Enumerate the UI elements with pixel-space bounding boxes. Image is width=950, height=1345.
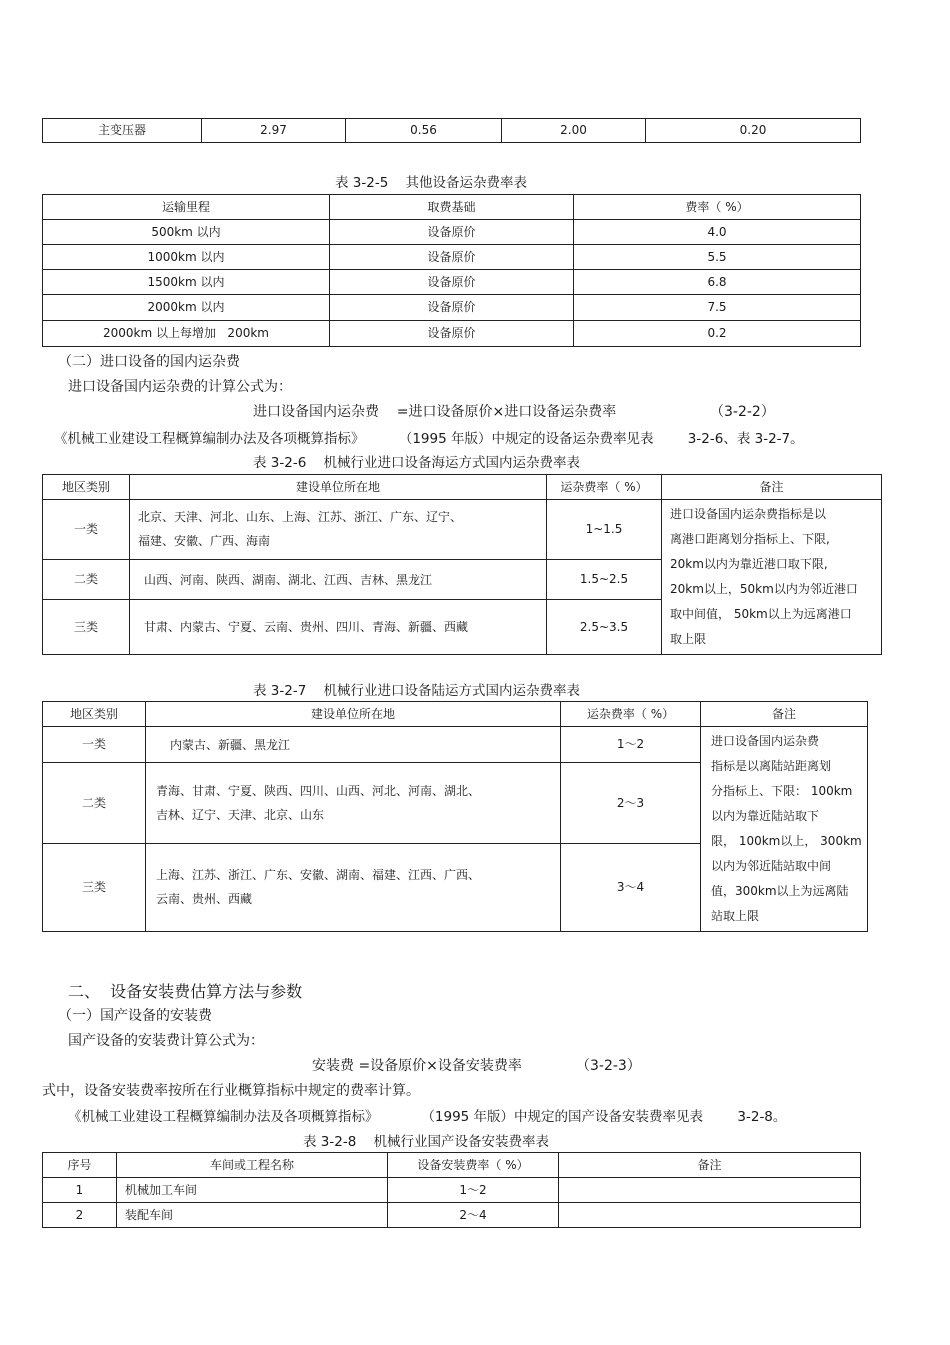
table-caption-3-2-6: 表 3-2-6 机械行业进口设备海运方式国内运杂费率表 [253, 455, 580, 471]
table-cell: 二类 [43, 559, 130, 599]
table-row [43, 220, 861, 245]
table-cell [559, 1203, 861, 1228]
table-cell: 1~1.5 [547, 500, 662, 560]
paragraph: 《机械工业建设工程概算编制办法及各项概算指标》 （1995 年版）中规定的国产设备安装费率见表 3-2-8。 [68, 1109, 787, 1125]
paragraph: 《机械工业建设工程概算编制办法及各项概算指标》 （1995 年版）中规定的设备运杂费率见表 3-2-6、表 3-2-7。 [54, 431, 804, 447]
formula-number: （3-2-3） [576, 1058, 641, 1074]
table-cell: 0.2 [574, 321, 861, 347]
table-cell: 2 [43, 1203, 117, 1228]
table-caption-3-2-5: 表 3-2-5 其他设备运杂费率表 [335, 175, 527, 191]
column-header: 备注 [701, 702, 868, 727]
column-header: 地区类别 [43, 702, 146, 727]
column-header: 取费基础 [330, 195, 574, 220]
table-cell: 山西、河南、陕西、湖南、湖北、江西、吉林、黑龙江 [130, 559, 547, 599]
table-3-2-8 [42, 1152, 861, 1228]
table-row [43, 119, 861, 143]
column-header: 运杂费率（ %） [561, 702, 701, 727]
table-cell: 北京、天津、河北、山东、上海、江苏、浙江、广东、辽宁、 福建、安徽、广西、海南 [130, 500, 547, 560]
table-cell: 二类 [43, 763, 146, 844]
table-row [43, 1203, 861, 1228]
column-header: 车间或工程名称 [117, 1153, 388, 1178]
formula: 安装费 =设备原价×设备安装费率 [312, 1058, 522, 1074]
table-cell: 0.20 [646, 119, 861, 143]
table-cell [559, 1178, 861, 1203]
table-row [43, 727, 868, 763]
table-cell: 1～2 [388, 1178, 559, 1203]
table-note-cell: 进口设备国内运杂费指标是以 离港口距离划分指标上、下限, 20km以内为靠近港口取下限, 20km以上，50km以内为邻近港口 取中间值， 50km以上为远离港口 取上限 [662, 500, 882, 655]
table-top-fragment [42, 118, 861, 143]
column-header: 序号 [43, 1153, 117, 1178]
table-row [43, 245, 861, 270]
paragraph: 式中，设备安装费率按所在行业概算指标中规定的费率计算。 [42, 1083, 420, 1099]
paragraph: 国产设备的安装费计算公式为： [68, 1033, 264, 1049]
table-cell: 5.5 [574, 245, 861, 270]
table-cell: 6.8 [574, 270, 861, 295]
table-3-2-7 [42, 701, 868, 932]
table-caption-3-2-8: 表 3-2-8 机械行业国产设备安装费率表 [303, 1134, 549, 1150]
table-cell: 设备原价 [330, 220, 574, 245]
table-cell: 设备原价 [330, 295, 574, 321]
column-header: 备注 [662, 475, 882, 500]
table-cell: 2000km 以内 [43, 295, 330, 321]
table-row [43, 270, 861, 295]
table-cell: 三类 [43, 600, 130, 655]
table-cell: 0.56 [346, 119, 502, 143]
column-header: 建设单位所在地 [130, 475, 547, 500]
table-row [43, 1178, 861, 1203]
table-3-2-5 [42, 194, 861, 347]
table-header-row [43, 1153, 861, 1178]
formula-number: （3-2-2） [710, 404, 775, 420]
subsection-heading: （一）国产设备的安装费 [58, 1008, 212, 1024]
column-header: 运杂费率（ %） [547, 475, 662, 500]
column-header: 建设单位所在地 [146, 702, 561, 727]
table-header-row [43, 195, 861, 220]
column-header: 设备安装费率（ %） [388, 1153, 559, 1178]
table-cell: 1 [43, 1178, 117, 1203]
table-cell: 机械加工车间 [117, 1178, 388, 1203]
table-cell: 2.97 [202, 119, 346, 143]
table-header-row [43, 702, 868, 727]
table-cell: 1～2 [561, 727, 701, 763]
table-cell: 一类 [43, 500, 130, 560]
table-cell: 2～3 [561, 763, 701, 844]
table-cell: 青海、甘肃、宁夏、陕西、四川、山西、河北、河南、湖北、 吉林、辽宁、天津、北京、山东 [146, 763, 561, 844]
table-cell: 三类 [43, 843, 146, 931]
column-header: 地区类别 [43, 475, 130, 500]
table-cell: 4.0 [574, 220, 861, 245]
table-cell: 2.5~3.5 [547, 600, 662, 655]
table-header-row [43, 475, 882, 500]
table-cell: 主变压器 [43, 119, 202, 143]
subsection-heading: （二）进口设备的国内运杂费 [58, 354, 240, 370]
formula: 进口设备国内运杂费 =进口设备原价×进口设备运杂费率 [253, 404, 617, 420]
table-cell: 设备原价 [330, 321, 574, 347]
table-cell: 2.00 [502, 119, 646, 143]
column-header: 备注 [559, 1153, 861, 1178]
table-cell: 2～4 [388, 1203, 559, 1228]
table-cell: 1500km 以内 [43, 270, 330, 295]
table-cell: 1000km 以内 [43, 245, 330, 270]
table-note-cell: 进口设备国内运杂费 指标是以离陆站距离划 分指标上、下限： 100km 以内为靠近陆站取下 限， 100km以上， 300km 以内为邻近陆站取中间 值，300km以上为远离陆 站取上限 [701, 727, 868, 932]
table-cell: 7.5 [574, 295, 861, 321]
table-cell: 1.5~2.5 [547, 559, 662, 599]
table-cell: 甘肃、内蒙古、宁夏、云南、贵州、四川、青海、新疆、西藏 [130, 600, 547, 655]
table-caption-3-2-7: 表 3-2-7 机械行业进口设备陆运方式国内运杂费率表 [253, 683, 580, 699]
column-header: 运输里程 [43, 195, 330, 220]
table-cell: 上海、江苏、浙江、广东、安徽、湖南、福建、江西、广西、 云南、贵州、西藏 [146, 843, 561, 931]
table-cell: 装配车间 [117, 1203, 388, 1228]
table-cell: 2000km 以上每增加 200km [43, 321, 330, 347]
table-row [43, 500, 882, 560]
section-heading: 二、 设备安装费估算方法与参数 [68, 982, 303, 1001]
table-row [43, 295, 861, 321]
table-cell: 设备原价 [330, 245, 574, 270]
table-cell: 3～4 [561, 843, 701, 931]
table-cell: 500km 以内 [43, 220, 330, 245]
column-header: 费率（ %） [574, 195, 861, 220]
paragraph: 进口设备国内运杂费的计算公式为： [68, 379, 292, 395]
table-row [43, 321, 861, 347]
table-cell: 内蒙古、新疆、黑龙江 [146, 727, 561, 763]
table-cell: 一类 [43, 727, 146, 763]
table-3-2-6 [42, 474, 882, 655]
table-cell: 设备原价 [330, 270, 574, 295]
